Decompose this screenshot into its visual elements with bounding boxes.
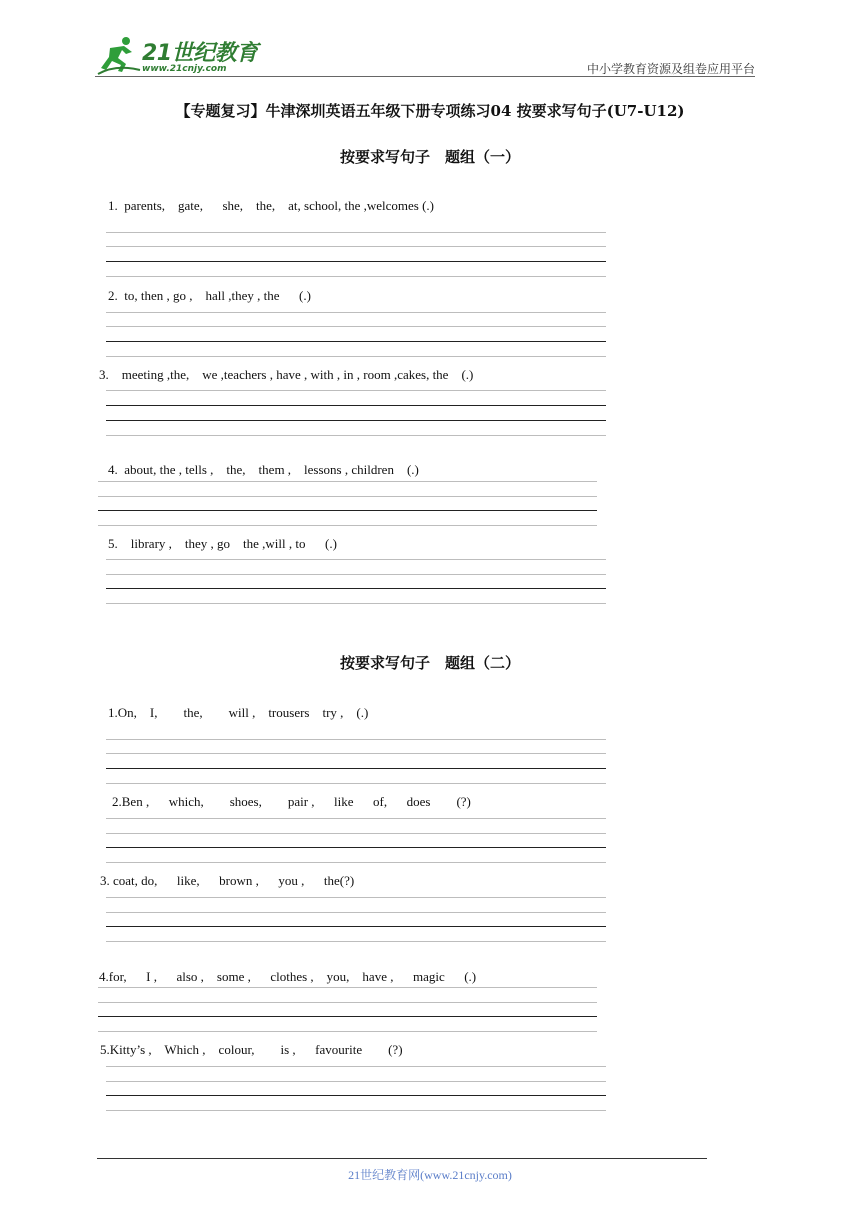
answer-line [106,261,606,262]
answer-line [106,232,606,233]
answer-line [106,753,606,754]
answer-line [106,818,606,819]
question-2-4: 4.for, I , also , some , clothes , you, have , magic (.) [99,969,477,984]
answer-line [106,833,606,834]
question-2-1: 1.On, I, the, will , trousers try , (.) [108,705,369,720]
answer-line [98,1031,597,1032]
answer-line [106,559,606,560]
answer-line [106,1081,606,1082]
answer-line [98,1016,597,1017]
footer-link[interactable]: 21世纪教育网(www.21cnjy.com) [348,1168,512,1182]
answer-line [106,574,606,575]
runner-logo-icon [96,34,142,76]
header-tagline: 中小学教育资源及组卷应用平台 [586,62,755,76]
question-2-5: 5.Kitty’s , Which , colour, is , favourite (?) [100,1042,403,1057]
answer-line [106,941,606,942]
answer-line [106,326,606,327]
answer-line [98,1002,597,1003]
logo-url: www.21cnjy.com [142,64,227,74]
answer-line [106,356,606,357]
answer-line [106,739,606,740]
answer-line [106,783,606,784]
answer-line [106,1066,606,1067]
answer-line [98,525,597,526]
question-1-4: 4. about, the , tells , the, them , lessons , children (.) [108,462,419,477]
answer-line [106,276,606,277]
answer-line [106,862,606,863]
answer-line [106,588,606,589]
question-1-1: 1. parents, gate, she, the, at, school, the ,welcomes (.) [108,198,434,213]
question-2-2: 2.Ben , which, shoes, pair , like of, does (?) [112,794,471,809]
answer-line [106,435,606,436]
group-2-title: 按要求写句子 题组（二） [339,654,520,672]
question-1-5: 5. library , they , go the ,will , to (.) [108,536,337,551]
answer-line [106,312,606,313]
site-logo [96,34,266,76]
answer-line [106,912,606,913]
answer-line [106,341,606,342]
question-1-2: 2. to, then , go , hall ,they , the (.) [108,288,311,303]
answer-line [106,420,606,421]
answer-line [106,603,606,604]
answer-line [98,496,597,497]
header-divider [95,76,755,77]
answer-line [98,987,597,988]
document-title: 【专题复习】牛津深圳英语五年级下册专项练习04 按要求写句子(U7-U12) [175,102,685,120]
answer-line [98,510,597,511]
question-2-3: 3. coat, do, like, brown , you , the(?) [100,873,355,888]
answer-line [98,481,597,482]
answer-line [106,405,606,406]
answer-line [106,1095,606,1096]
footer-divider [97,1158,707,1159]
answer-line [106,246,606,247]
answer-line [106,926,606,927]
answer-line [106,390,606,391]
logo-text: 21世纪教育 [142,41,258,66]
answer-line [106,897,606,898]
answer-line [106,768,606,769]
answer-line [106,847,606,848]
question-1-3: 3. meeting ,the, we ,teachers , have , with , in , room ,cakes, the (.) [99,367,474,382]
answer-line [106,1110,606,1111]
group-1-title: 按要求写句子 题组（一） [339,148,520,166]
